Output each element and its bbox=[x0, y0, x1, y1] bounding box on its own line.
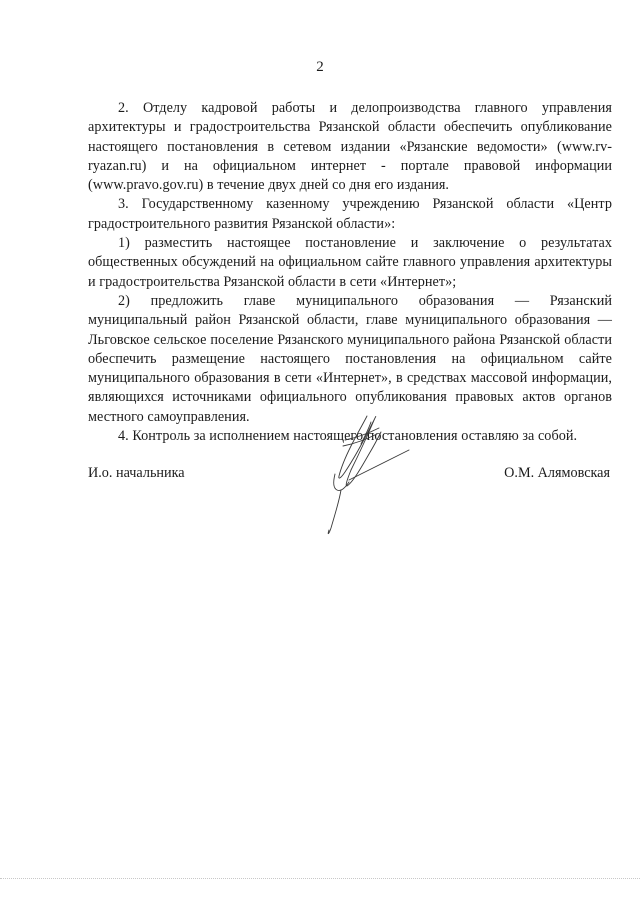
document-body bbox=[88, 99, 612, 446]
paragraph-3-1: 1) разместить настоящее постановление и заключение о результатах общественных обсуждений на официальном сайте главного управления архитектуры и градостроительства Рязанской области в сети «Интернет»; bbox=[88, 235, 612, 290]
paragraph-2: 2. Отделу кадровой работы и делопроизводства главного управления архитектуры и градостроительства Рязанской области обеспечить опубликование настоящего постановления в сетевом издании «Рязанские ведомости» (www.rv-ryazan.ru) и на официальном интернет - портале правовой информации (www.pravo.gov.ru) в течение двух дней со дня его издания. bbox=[88, 100, 612, 194]
paragraph-4: 4. Контроль за исполнением настоящего постановления оставляю за собой. bbox=[118, 428, 578, 445]
paragraph-3-2: 2) предложить главе муниципального образования — Рязанский муниципальный район Рязанской области, главе муниципального образования — Льговское сельское поселение Рязанского муниципального района Рязанской области обеспечить размещение настоящего постановления на официальном сайте муниципального образования в сети «Интернет», в средствах массовой информации, являющихся источниками официального опубликования правовых актов органов местного самоуправления. bbox=[88, 292, 612, 425]
signer-name: О.М. Алямовская bbox=[504, 465, 610, 481]
handwritten-signature bbox=[305, 410, 425, 540]
page-number: 2 bbox=[316, 59, 324, 75]
page-bottom-edge bbox=[0, 878, 640, 879]
signer-title: И.о. начальника bbox=[88, 465, 185, 481]
paragraph-3: 3. Государственному казенному учреждению Рязанской области «Центр градостроительного развития Рязанской области»: bbox=[88, 196, 612, 232]
